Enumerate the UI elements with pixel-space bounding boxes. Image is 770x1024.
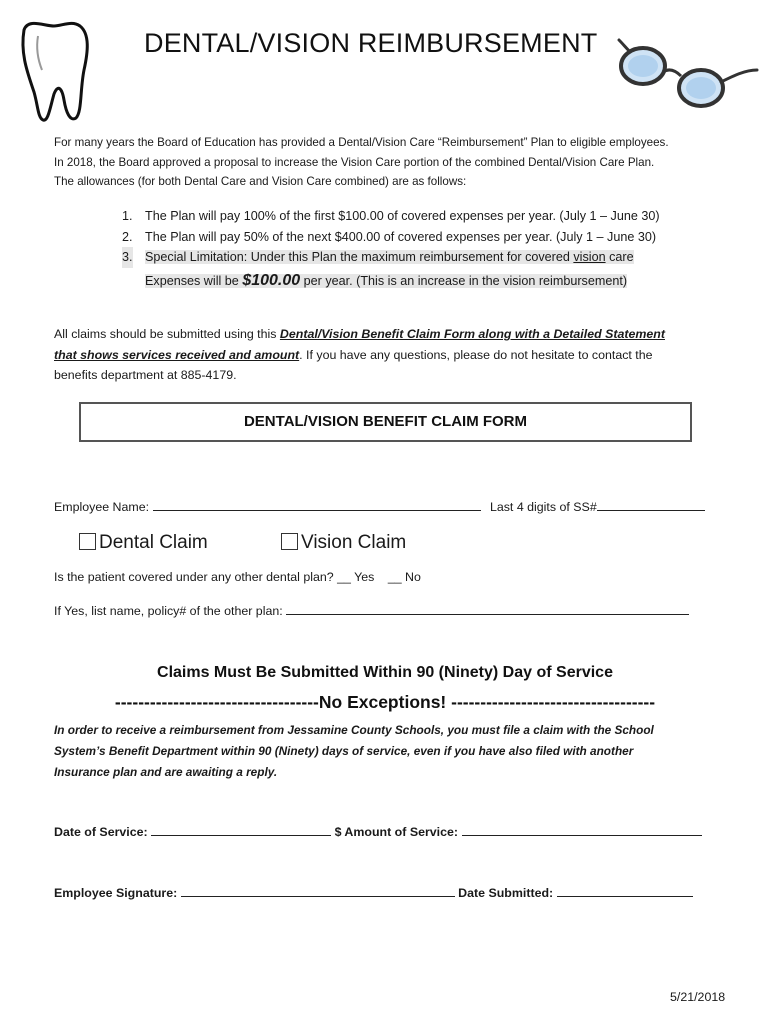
dental-claim-option[interactable] [79, 532, 208, 554]
dental-claim-checkbox[interactable] [79, 533, 96, 550]
submission-line [54, 324, 734, 345]
list-item-text [145, 250, 634, 264]
underlined-word: vision [573, 250, 606, 264]
employee-name-row [54, 498, 705, 514]
signature-label: Employee Signature: [54, 886, 178, 900]
tooth-icon [14, 14, 94, 124]
note-line: System’s Benefit Department within 90 (Ninety) days of service, even if you have also filed with another [54, 744, 634, 758]
list-item [118, 227, 718, 248]
no-exceptions-banner: -----------------------------------No Exceptions! ----------------------------------- [114, 692, 656, 712]
other-plan-question: Is the patient covered under any other dental plan? [54, 570, 334, 584]
dental-claim-label: Dental Claim [99, 532, 208, 553]
intro-line: The allowances (for both Dental Care and Vision Care combined) are as follows: [54, 175, 467, 188]
page-title: DENTAL/VISION REIMBURSEMENT [144, 28, 598, 58]
note-line: In order to receive a reimbursement from Jessamine County Schools, you must file a claim with the School [54, 723, 654, 737]
continuation-before: Expenses will be [145, 273, 243, 288]
intro-line: In 2018, the Board approved a proposal to increase the Vision Care portion of the combined Dental/Vision Care Plan. [54, 155, 655, 169]
list-item-text-part: care [605, 250, 634, 264]
list-number: 1. [122, 209, 133, 223]
list-item-continuation [118, 271, 718, 292]
submission-line: benefits department at 885-4179. [54, 368, 237, 382]
other-plan-question-row [54, 570, 421, 584]
deadline-note [54, 720, 734, 783]
date-submitted-field[interactable] [557, 884, 693, 897]
reimbursement-amount: $100.00 [242, 271, 301, 289]
note-line: Insurance plan and are awaiting a reply. [54, 765, 278, 779]
vision-claim-option[interactable] [281, 532, 406, 554]
submission-tail: . If you have any questions, please do not hesitate to contact the [299, 347, 653, 362]
list-number: 3. [122, 247, 133, 268]
amount-label: $ Amount of Service: [334, 825, 459, 839]
continuation-text [145, 271, 628, 289]
employee-name-field[interactable] [153, 498, 481, 511]
statement-emphasis: that shows services received and amount [54, 347, 300, 362]
intro-paragraph [54, 133, 734, 192]
vision-claim-checkbox[interactable] [281, 533, 298, 550]
other-plan-label: If Yes, list name, policy# of the other plan: [54, 604, 283, 618]
service-row [54, 823, 702, 839]
claim-form-heading: DENTAL/VISION BENEFIT CLAIM FORM [79, 402, 692, 442]
other-plan-field[interactable] [286, 602, 689, 615]
signature-row [54, 884, 693, 900]
list-item [118, 206, 718, 227]
no-option[interactable]: __ No [387, 570, 421, 584]
intro-line: For many years the Board of Education has provided a Dental/Vision Care “Reimbursement” Plan to eligible employees. [54, 136, 669, 149]
claim-form-emphasis: Dental/Vision Benefit Claim Form along with a Detailed Statement [279, 327, 665, 341]
date-of-service-field[interactable] [151, 823, 331, 836]
submission-line [54, 345, 734, 366]
signature-field[interactable] [181, 884, 455, 897]
submission-lead: All claims should be submitted using this [54, 327, 280, 341]
ssn-label: Last 4 digits of SS# [489, 500, 597, 514]
other-plan-row [54, 602, 689, 618]
submission-paragraph [54, 324, 734, 386]
list-number: 2. [122, 229, 133, 244]
yes-option[interactable]: __ Yes [337, 570, 375, 584]
deadline-heading: Claims Must Be Submitted Within 90 (Ninety) Day of Service [157, 664, 613, 681]
ssn-field[interactable] [597, 498, 705, 511]
list-item-text: The Plan will pay 50% of the next $400.00 of covered expenses per year. (July 1 – June 30) [145, 229, 657, 244]
list-item-text-part: Special Limitation: Under this Plan the maximum reimbursement for covered [145, 250, 574, 264]
footer-date: 5/21/2018 [670, 990, 726, 1004]
date-of-service-label: Date of Service: [54, 825, 148, 839]
list-item [118, 247, 718, 268]
list-item-text: The Plan will pay 100% of the first $100.00 of covered expenses per year. (July 1 – June 30) [145, 209, 660, 223]
date-submitted-label: Date Submitted: [458, 886, 554, 900]
employee-name-label: Employee Name: [54, 500, 150, 514]
eyeglasses-icon [615, 36, 760, 116]
plan-allowance-list [118, 206, 718, 291]
vision-claim-label: Vision Claim [301, 532, 407, 553]
amount-field[interactable] [462, 823, 702, 836]
continuation-after: per year. (This is an increase in the vision reimbursement) [300, 273, 628, 288]
